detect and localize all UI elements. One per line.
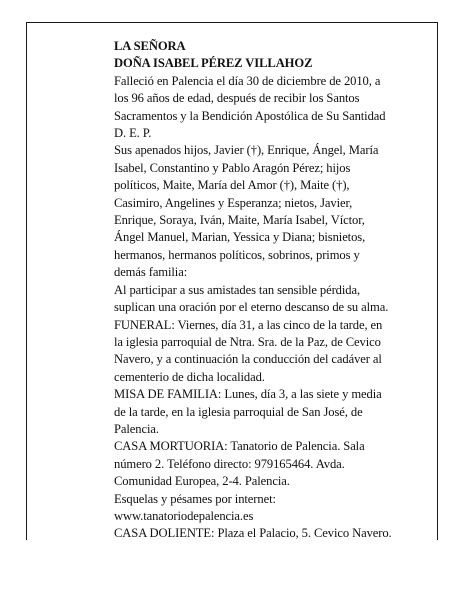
family-home-line: CASA DOLIENTE: Plaza el Palacio, 5. Cevico Navero.	[114, 526, 392, 541]
frame-top-border	[26, 22, 438, 23]
frame-left-border	[26, 22, 27, 540]
family-mass-line: MISA DE FAMILIA: Lunes, día 3, a las siete y media	[114, 387, 382, 402]
family-line: Enrique, Soraya, Iván, Maite, María Isabel, Víctor,	[114, 213, 365, 228]
rip-line: D. E. P.	[114, 126, 152, 141]
family-line: Ángel Manuel, Marian, Yessica y Diana; bisnietos,	[114, 230, 366, 245]
condolences-website: www.tanatoriodepalencia.es	[114, 508, 254, 523]
family-line: Casimiro, Angelines y Esperanza; nietos, Javier,	[114, 195, 353, 210]
family-line: Isabel, Constantino y Pablo Aragón Pérez; hijos	[114, 160, 351, 175]
family-line: Sus apenados hijos, Javier (†), Enrique, Ángel, María	[114, 143, 379, 158]
death-announcement-line: Sacramentos y la Bendición Apostólica de Su Santidad	[114, 108, 386, 123]
funeral-line: cementerio de dicha localidad.	[114, 369, 265, 384]
funeral-line: la iglesia parroquial de Ntra. Sra. de la Paz, de Cevico	[114, 334, 381, 349]
notice-title: LA SEÑORA	[114, 39, 186, 53]
death-announcement-line: los 96 años de edad, después de recibir los Santos	[114, 91, 360, 106]
family-line: hermanos, hermanos políticos, sobrinos, primos y	[114, 247, 360, 262]
family-mass-line: Palencia.	[114, 421, 159, 436]
funeral-line: Navero, y a continuación la conducción del cadáver al	[114, 352, 382, 367]
frame-right-border	[437, 22, 438, 540]
funeral-line: FUNERAL: Viernes, día 31, a las cinco de la tarde, en	[114, 317, 383, 332]
request-line: Al participar a sus amistades tan sensible pérdida,	[114, 282, 361, 297]
death-announcement-line: Falleció en Palencia el día 30 de diciembre de 2010, a	[114, 73, 381, 88]
mortuary-line: CASA MORTUORIA: Tanatorio de Palencia. Sala	[114, 439, 365, 454]
obituary-notice	[114, 38, 434, 543]
condolences-line: Esquelas y pésames por internet:	[114, 491, 276, 506]
mortuary-line: Comunidad Europea, 2-4. Palencia.	[114, 474, 290, 489]
family-line: demás familia:	[114, 265, 188, 280]
deceased-name: DOÑA ISABEL PÉREZ VILLAHOZ	[114, 56, 313, 71]
request-line: suplican una oración por el eterno descanso de su alma.	[114, 300, 389, 315]
mortuary-line: número 2. Teléfono directo: 979165464. Avda.	[114, 456, 345, 471]
family-mass-line: de la tarde, en la iglesia parroquial de San José, de	[114, 404, 363, 419]
family-line: políticos, Maite, María del Amor (†), Maite (†),	[114, 178, 350, 193]
